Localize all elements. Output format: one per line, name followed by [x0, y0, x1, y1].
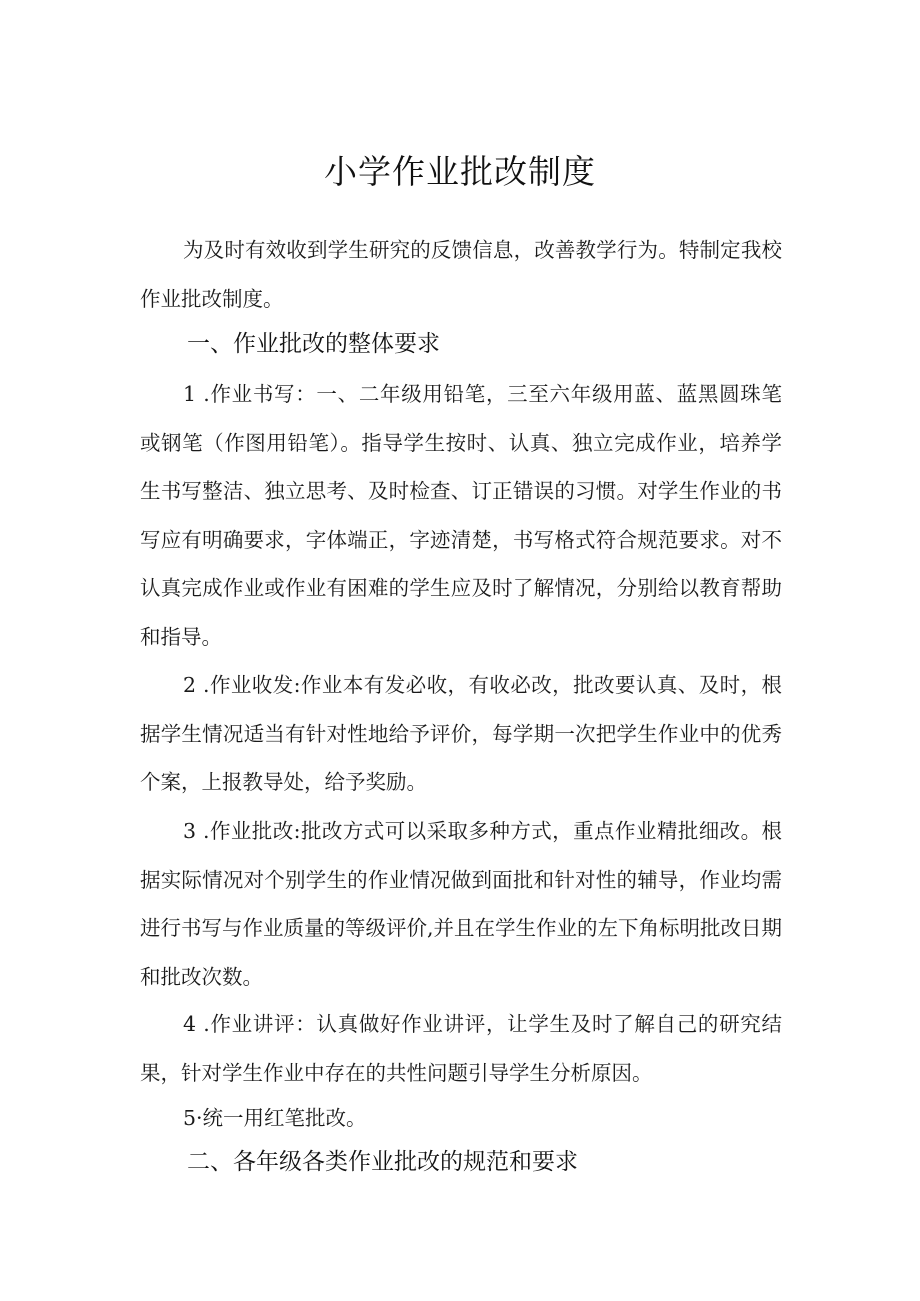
- item-1-paragraph: 1 .作业书写：一、二年级用铅笔，三至六年级用蓝、蓝黑圆珠笔或钢笔（作图用铅笔）。指导学生按时、认真、独立完成作业，培养学生书写整洁、独立思考、及时检查、订正错误的习惯。对学生作业的书写应有明确要求，字体端正，字迹清楚，书写格式符合规范要求。对不认真完成作业或作业有困难的学生应及时了解情况，分别给以教育帮助和指导。: [140, 382, 782, 649]
- section-2-heading: 二、各年级各类作业批改的规范和要求: [187, 1149, 578, 1175]
- intro-paragraph: 为及时有效收到学生研究的反馈信息，改善教学行为。特制定我校作业批改制度。: [140, 238, 782, 311]
- item-3-paragraph: 3 .作业批改:批改方式可以采取多种方式，重点作业精批细改。根据实际情况对个别学生的作业情况做到面批和针对性的辅导，作业均需进行书写与作业质量的等级评价,并且在学生作业的左下角标明批改日期和批改次数。: [140, 819, 783, 989]
- document-title: 小学作业批改制度: [324, 152, 596, 191]
- item-4-paragraph: 4 .作业讲评：认真做好作业讲评，让学生及时了解自己的研究结果，针对学生作业中存在的共性问题引导学生分析原因。: [140, 1012, 782, 1085]
- item-2-paragraph: 2 .作业收发:作业本有发必收，有收必改，批改要认真、及时，根据学生情况适当有针对性地给予评价，每学期一次把学生作业中的优秀个案，上报教导处，给予奖励。: [140, 673, 782, 795]
- section-1-heading: 一、作业批改的整体要求: [187, 331, 440, 357]
- item-5-paragraph: 5·统一用红笔批改。: [183, 1106, 367, 1130]
